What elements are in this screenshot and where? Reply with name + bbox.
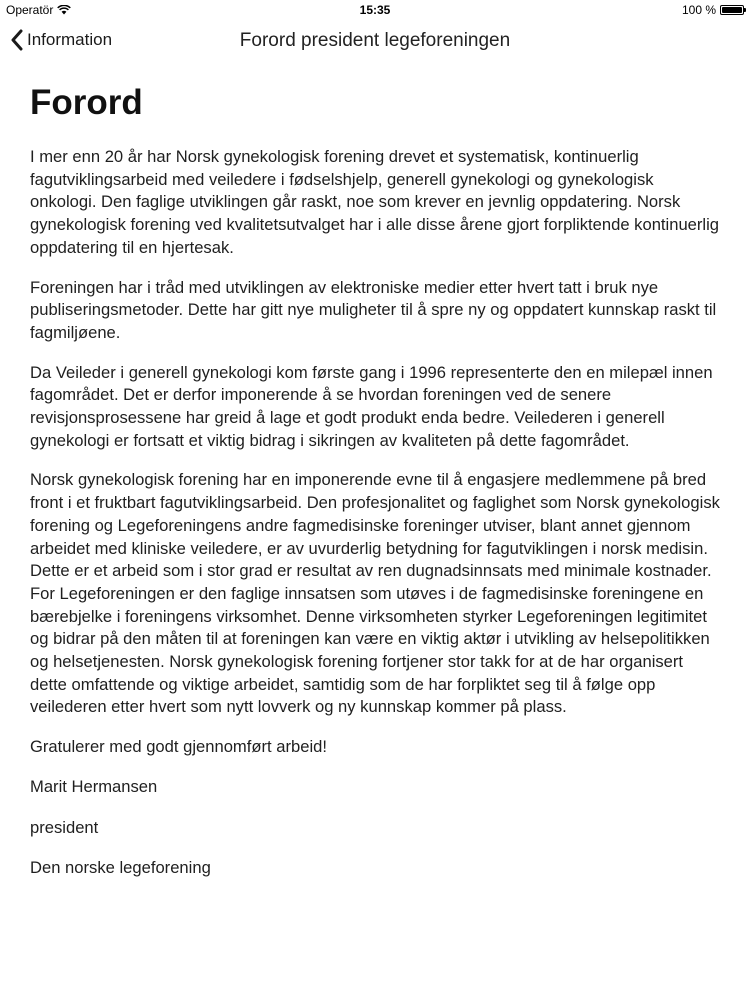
paragraph-4: Norsk gynekologisk forening har en imponerende evne til å engasjere medlemmene på bred front i et fruktbart fagutviklingsarbeid. Den profesjonalitet og faglighet som Norsk gynekologisk forening og Legeforeningens andre fagmedisinske foreninger utviser, blant annet gjennom arbeidet med kliniske veiledere, er av uvurderlig betydning for fagutviklingen i norsk medisin. Dette er et arbeid som i stor grad er resultat av ren dugnadsinnsats med minimale kostnader. For Legeforeningen er den faglige innsatsen som utøves i de fagmedisinske foreningene en bærebjelke i foreningens virksomhet. Denne virksomheten styrker Legeforeningen legitimitet og bidrar på den måten til at foreningen kan være en viktig aktør i utvikling av helsepolitikken og helsetjenesten. Norsk gynekologisk forening fortjener stor takk for at de har organisert dette omfattende og viktige arbeidet, samtidig som de har forpliktet seg til å følge opp veilederen etter hvert som nytt lovverk og ny kunnskap kommer på plass. [30, 470, 720, 717]
status-right [682, 3, 744, 17]
nav-title: Forord president legeforeningen [239, 30, 511, 51]
navigation-bar [0, 20, 750, 64]
battery-fill [722, 7, 742, 13]
signature-name: Marit Hermansen [30, 776, 158, 796]
back-button-label: Information [27, 30, 113, 49]
paragraph-1: I mer enn 20 år har Norsk gynekologisk forening drevet et systematisk, kontinuerlig fagutviklingsarbeid med veiledere i fødselshjelp, generell gynekologi og gynekologisk onkologi. Den faglige utviklingen går raskt, noe som krever en jevnlig oppdatering. Norsk gynekologisk forening ved kvalitetsutvalget har i alle disse årene gjort forpliktende kontinuerlig oppdatering til en hjertesak. [30, 147, 720, 257]
page-heading: Forord [30, 83, 143, 122]
signature-organization: Den norske legeforening [30, 858, 211, 878]
paragraph-3: Da Veileder i generell gynekologi kom første gang i 1996 representerte den en milepæl innen fagområdet. Det er derfor imponerende å se hvordan foreningen ved de senere revisjonsprosessene har greid å lage et godt produkt enda bedre. Veilederen i generell gynekologi er fortsatt et viktig bidrag i sikringen av kvaliteten på dette fagområdet. [30, 362, 713, 450]
paragraph-2: Foreningen har i tråd med utviklingen av elektroniske medier etter hvert tatt i bruk nye publiseringsmetoder. Dette har gitt nye muligheter til å spre ny og oppdatert kunnskap raskt til fagmiljøene. [30, 277, 717, 342]
battery-tip [744, 8, 746, 12]
carrier-label: Operatör [6, 3, 54, 17]
article-content [30, 82, 720, 898]
signature-role: president [30, 817, 99, 837]
status-bar [0, 0, 750, 20]
clock: 15:35 [359, 3, 391, 17]
battery-percentage: 100 % [681, 3, 716, 17]
battery-icon [720, 5, 744, 15]
paragraph-5: Gratulerer med godt gjennomført arbeid! [30, 737, 327, 757]
